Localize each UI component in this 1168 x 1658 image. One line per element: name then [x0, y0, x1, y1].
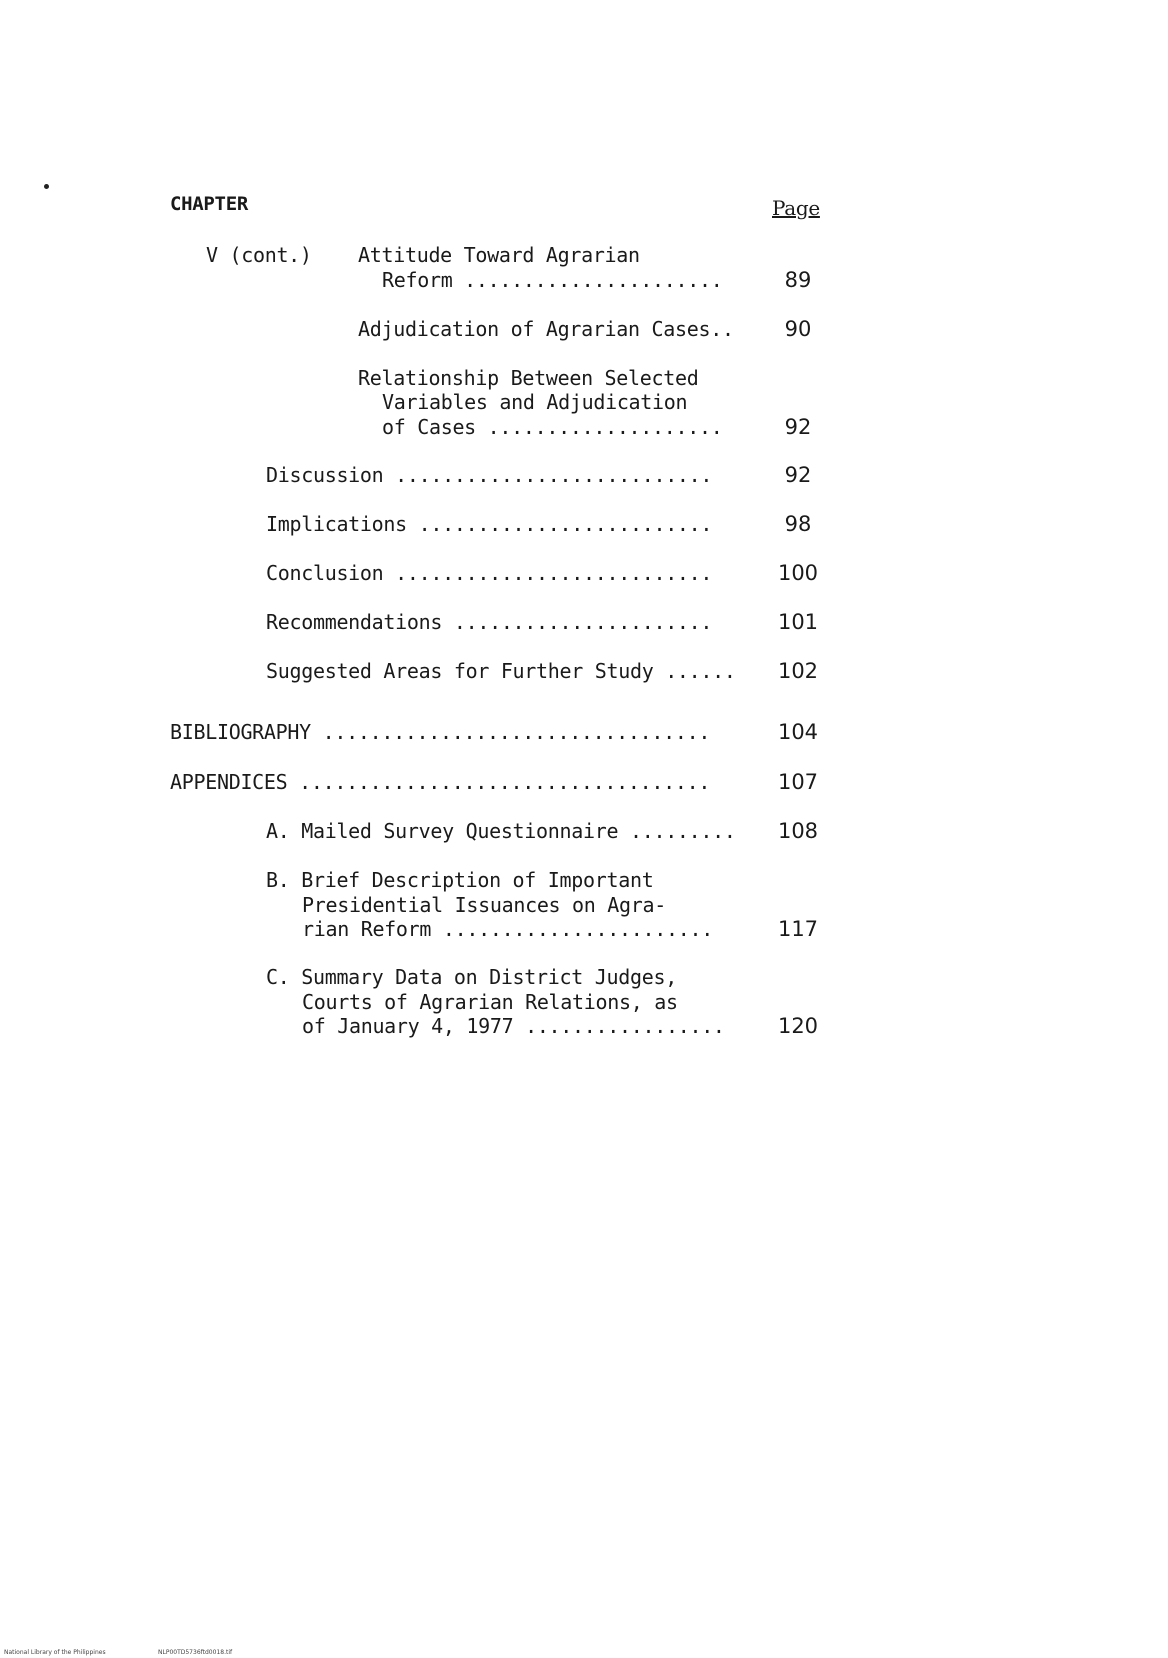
toc-entry-line: BIBLIOGRAPHY ................................. [170, 720, 711, 744]
footer-filename: NLP00TD5736ftd0018.tif [158, 1649, 233, 1656]
toc-entry-line: C. Summary Data on District Judges, [266, 965, 677, 989]
toc-page-number: 104 [777, 720, 819, 744]
toc-entry-line: Recommendations ...................... [266, 610, 713, 634]
toc-page-number: 120 [777, 1014, 819, 1038]
toc-entry-line: APPENDICES ................................... [170, 770, 711, 794]
toc-page-number: 89 [784, 268, 812, 292]
chapter-number: V (cont.) [206, 243, 312, 267]
toc-page-number: 101 [777, 610, 819, 634]
toc-page-number: 98 [784, 512, 812, 536]
toc-entry-line: rian Reform ....................... [302, 917, 713, 941]
toc-page-number: 92 [784, 415, 812, 439]
toc-entry-line: A. Mailed Survey Questionnaire ......... [266, 819, 736, 843]
margin-mark [44, 184, 49, 189]
toc-page-number: 90 [784, 317, 812, 341]
toc-entry-line: Attitude Toward Agrarian [358, 243, 640, 267]
toc-entry-line: Courts of Agrarian Relations, as [302, 990, 678, 1014]
chapter-heading: CHAPTER [170, 193, 248, 215]
toc-entry-line: Implications ......................... [266, 512, 713, 536]
toc-entry-line: Discussion ........................... [266, 463, 713, 487]
toc-entry-line: B. Brief Description of Important [266, 868, 654, 892]
toc-page-number: 117 [777, 917, 819, 941]
footer-library: National Library of the Philippines [4, 1649, 106, 1656]
toc-entry-line: Reform ...................... [382, 268, 723, 292]
toc-page-number: 108 [777, 819, 819, 843]
toc-entry-line: Conclusion ........................... [266, 561, 713, 585]
toc-page-number: 92 [784, 463, 812, 487]
toc-page-number: 100 [777, 561, 819, 585]
toc-page-number: 107 [777, 770, 819, 794]
toc-entry-line: of January 4, 1977 ................. [302, 1014, 725, 1038]
toc-entry-line: Relationship Between Selected [358, 366, 699, 390]
toc-entry-line: Adjudication of Agrarian Cases.. [358, 317, 734, 341]
page-heading: Page [772, 196, 820, 220]
toc-page-number: 102 [777, 659, 819, 683]
toc-entry-line: of Cases .................... [382, 415, 723, 439]
toc-entry-line: Variables and Adjudication [382, 390, 688, 414]
toc-entry-line: Presidential Issuances on Agra- [302, 893, 666, 917]
toc-entry-line: Suggested Areas for Further Study ...... [266, 659, 736, 683]
